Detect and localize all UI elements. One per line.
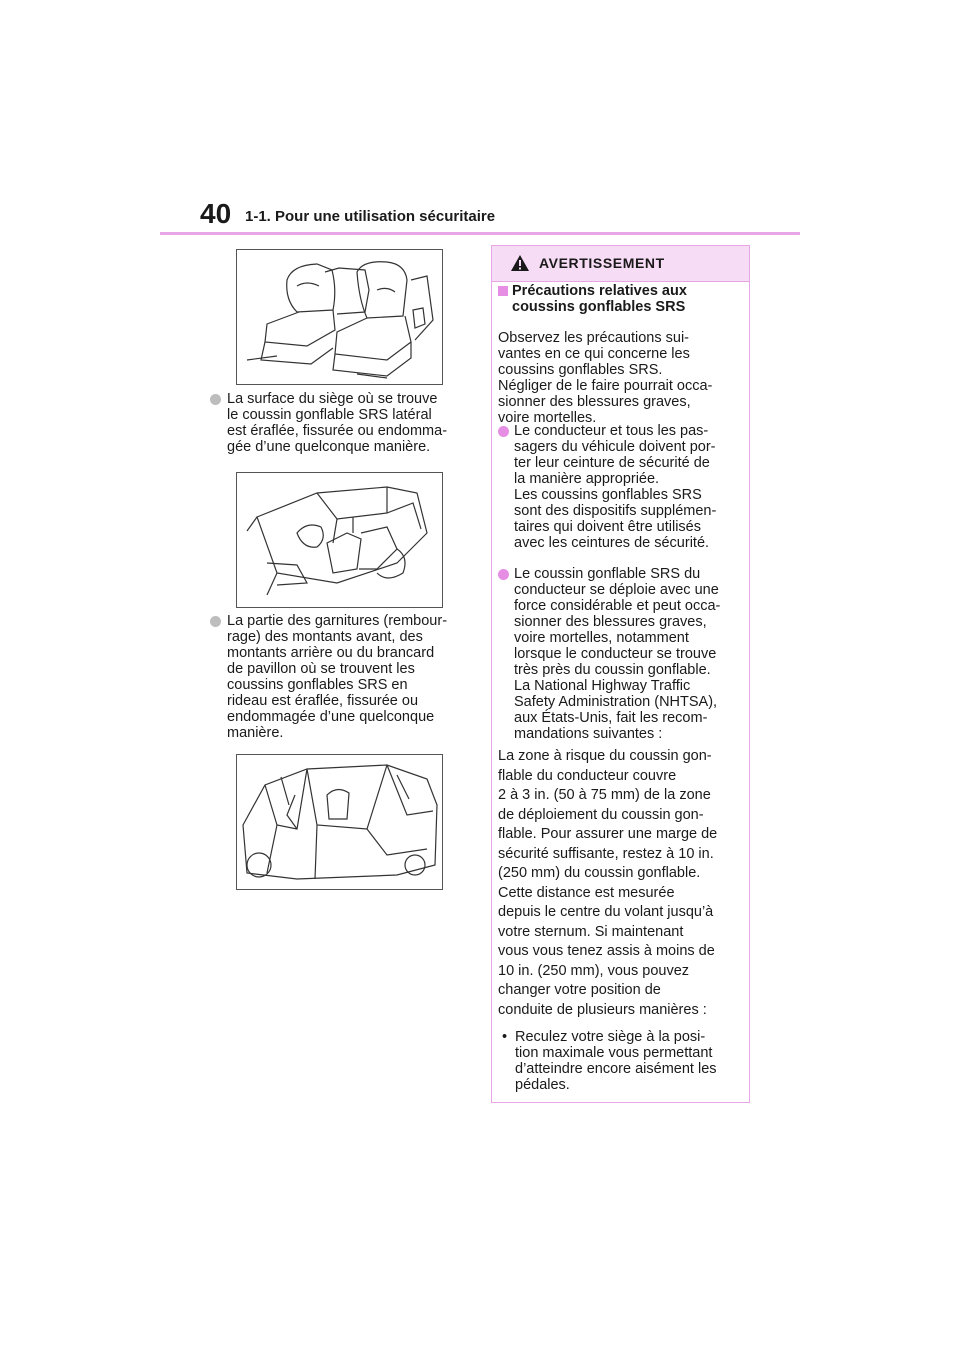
warning-header [492,246,749,282]
text-line: Les coussins gonflables SRS [514,487,702,503]
text-line: voire mortelles, notamment [514,630,689,646]
text-line: voire mortelles. [498,410,597,426]
text-line: d’atteindre encore aisément les [515,1061,717,1077]
text-line: pédales. [515,1077,570,1093]
text-line: La zone à risque du coussin gon- [498,748,712,764]
warning-subtitle [498,283,687,315]
warning-triangle-icon [510,254,530,272]
bullet-dot-icon [498,569,509,580]
bullet-pillar-garnish [210,613,475,741]
text-line: sécurité suffisante, restez à 10 in. [498,845,714,862]
text-line: sagers du véhicule doivent por- [514,439,716,455]
text-line: la manière appropriée. [514,471,660,487]
text-line: sont des dispositifs supplémen- [514,503,717,519]
text-line: mandations suivantes : [514,726,663,742]
text-line: de déploiement du coussin gon- [498,806,704,823]
text-line: aux États-Unis, fait les recom- [514,710,708,726]
text-line: La National Highway Traffic [514,678,691,694]
text-line: Le conducteur et tous les pas- [514,423,709,439]
vehicle-illustration [236,754,443,890]
bullet-dot-icon [210,616,221,627]
text-line: Observez les précautions sui- [498,330,689,346]
text-line: depuis le centre du volant jusqu’à [498,904,714,920]
text-line: endommagée d’une quelconque [227,709,435,725]
text-line: sionner des blessures graves, [514,614,707,630]
text-line: votre sternum. Si maintenant [498,923,684,940]
text-line: vous vous tenez assis à moins de [498,943,715,959]
text-line: de pavillon où se trouvent les [227,661,415,677]
text-line: sionner des blessures graves, [498,394,691,410]
text-line: flable du conducteur couvre [498,767,677,784]
text-line: La partie des garnitures (rembour- [227,613,448,629]
header-divider [160,232,800,235]
text-line: est éraflée, fissurée ou endomma- [227,423,448,439]
text-line: Safety Administration (NHTSA), [514,694,718,710]
text-line: coussins gonflables SRS. [498,362,663,378]
interior-illustration [236,472,443,608]
text-line: coussins gonflables SRS [512,299,686,315]
seat-illustration [236,249,443,385]
text-line: avec les ceintures de sécurité. [514,535,710,551]
text-line: rideau est éraflée, fissurée ou [227,693,419,709]
text-line: force considérable et peut occa- [514,598,721,614]
text-line: vantes en ce qui concerne les [498,346,690,362]
text-line: gée d’une quelconque manière. [227,439,431,455]
warning-risk-zone [498,747,717,1020]
text-line: flable. Pour assurer une marge de [498,826,718,842]
section-title: 1-1. Pour une utilisation sécuritaire [245,208,496,225]
text-line: très près du coussin gonflable. [514,662,711,678]
page-number: 40 [200,198,232,229]
text-line: rage) des montants avant, des [227,629,423,645]
warning-box [491,245,750,1103]
bullet-dot-icon [498,426,509,437]
text-line: 2 à 3 in. (50 à 75 mm) de la zone [498,787,711,803]
text-line: ter leur ceinture de sécurité de [514,455,710,471]
text-line: Le coussin gonflable SRS du [514,566,701,582]
text-line: coussins gonflables SRS en [227,677,408,693]
text-line: Négliger de le faire pourrait occa- [498,378,713,394]
bullet-seat-surface [210,391,475,455]
text-line: lorsque le conducteur se trouve [514,646,717,662]
text-line: montants arrière ou du brancard [227,645,435,661]
warning-bullet-seat-position [498,1029,717,1093]
text-line: manière. [227,725,284,741]
text-line: Reculez votre siège à la posi- [515,1029,706,1045]
bullet-mark: • [502,1029,508,1045]
warning-intro [498,330,712,426]
text-line: (250 mm) du coussin gonflable. [498,865,701,881]
text-line: Cette distance est mesurée [498,884,675,901]
text-line: Précautions relatives aux [512,283,687,299]
warning-bullet-seatbelt [498,423,716,551]
text-line: La surface du siège où se trouve [227,391,438,407]
text-line: le coussin gonflable SRS latéral [227,407,432,423]
warning-title: AVERTISSEMENT [539,255,665,271]
text-line: changer votre position de [498,982,661,998]
text-line: 10 in. (250 mm), vous pouvez [498,962,690,979]
square-bullet-icon [498,286,508,296]
text-line: tion maximale vous permettant [515,1045,713,1061]
text-line: taires qui doivent être utilisés [514,519,701,535]
bullet-dot-icon [210,394,221,405]
text-line: conducteur se déploie avec une [514,582,719,598]
warning-bullet-driver-airbag [498,566,720,742]
text-line: conduite de plusieurs manières : [498,1001,707,1018]
